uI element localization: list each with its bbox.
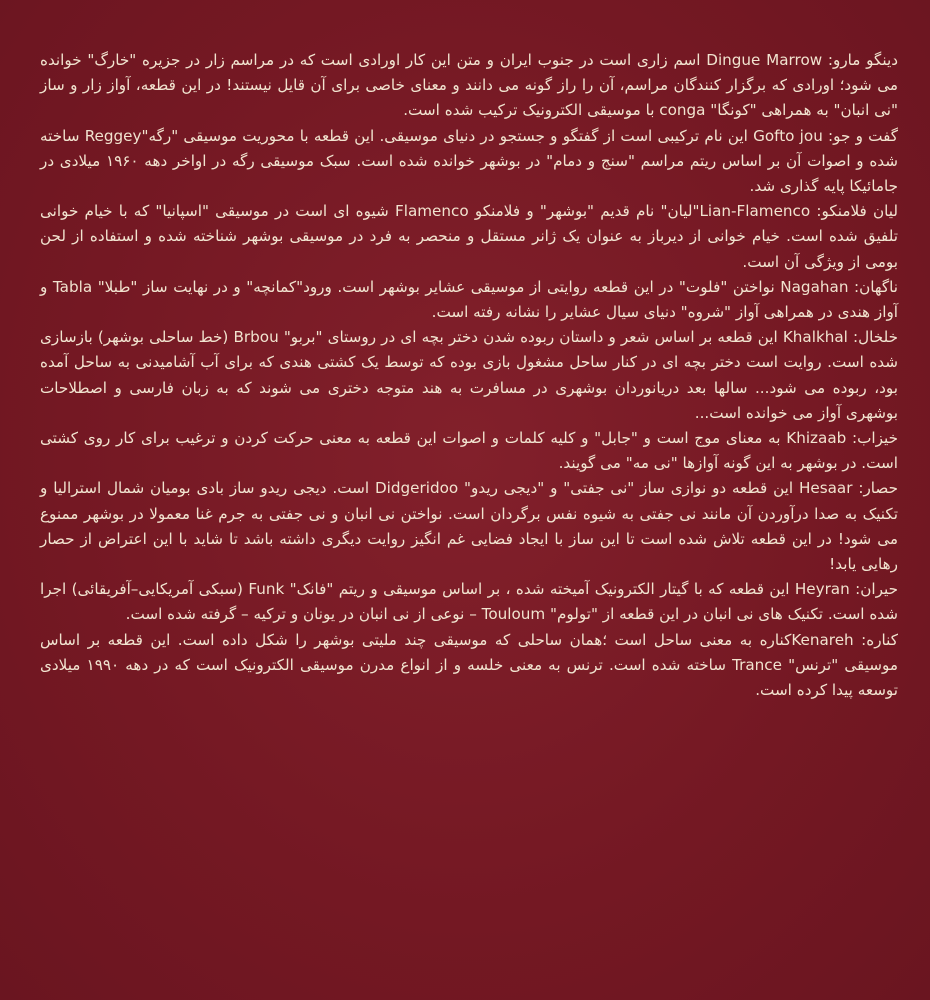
liner-notes-text <box>40 48 898 968</box>
paragraph-khizaab: خیزاب: Khizaab به معنای موج است و "جابل" و کلیه کلمات و اصوات این قطعه به معنی حرکت کردن و ترغیب برای کار روی کشتی است. در بوشهر به این گونه آوازها "نی مه" می گویند. <box>40 429 898 473</box>
paragraph-dingue-marrow: دینگو مارو: Dingue Marrow اسم زاری است در جنوب ایران و متن این کار اورادی است که در مراسم زار در جزیره "خارگ" خوانده می شود؛ اورادی که برگزار کنندگان مراسم، آن را راز گونه می دانند و معنای خاصی برای آن قایل نیستند! در این قطعه، آواز زار و ساز "نی انبان" به همراهی "کونگا" conga با موسیقی الکترونیک ترکیب شده است. <box>40 51 898 120</box>
paragraph-heyran: حیران: Heyran این قطعه که با گیتار الکترونیک آمیخته شده ، بر اساس موسیقی و ریتم "فانک" Funk (سبکی آمریکایی–آفریقائی) اجرا شده است. تکنیک های نی انبان در این قطعه از "تولوم" Touloum – نوعی از نی انبان در یونان و ترکیه – گرفته شده است. <box>40 580 898 624</box>
paragraph-khalkhal: خلخال: Khalkhal این قطعه بر اساس شعر و داستان ربوده شدن دختر بچه ای در روستای "بربو" Brbou (خط ساحلی بوشهر) بازسازی شده است. روایت است دختر بچه ای در کنار ساحل مشغول بازی بوده که توسط یک کشتی هندی که برای آب آشامیدنی به ساحل آمده بود، ربوده می شود... سالها بعد دریانوردان بوشهری در مسافرت به هند متوجه دختری می شوند که به زبان فارسی و اصطلاحات بوشهری آواز می خوانده است... <box>40 328 898 422</box>
paragraph-lian-flamenco: لیان فلامنکو: Lian-Flamenco"لیان" نام قدیم "بوشهر" و فلامنکو Flamenco شیوه ای است در موسیقی "اسپانیا" که با خیام خوانی تلفیق شده است. خیام خوانی از دیرباز به عنوان یک ژانر مستقل و منحصر به فرد در موسیقی بوشهر شناخته شده و استفاده از لحن بومی از ویژگی آن است. <box>40 202 898 271</box>
paragraph-gofto-jou: گفت و جو: Gofto jou این نام ترکیبی است از گفتگو و جستجو در دنیای موسیقی. این قطعه با محوریت موسیقی "رگه"Reggey ساخته شده و اصوات آن بر اساس ریتم مراسم "سنج و دمام" در بوشهر خوانده شده است. سبک موسیقی رگه در اواخر دهه ۱۹۶۰ میلادی در جامائیکا پایه گذاری شد. <box>40 126 898 196</box>
paragraph-hesaar: حصار: Hesaar این قطعه دو نوازی ساز "نی جفتی" و "دیجی ریدو" Didgeridoo است. دیجی ریدو ساز بادی بومیان شمال استرالیا و تکنیک به صدا درآوردن آن مانند نی جفتی به شیوه نفس برگردان است. نواختن نی انبان و نی جفتی به جرم غنا معمولا در بوشهر ممنوع می شود! در این قطعه تلاش شده است تا این ساز با ایجاد فضایی غم انگیز روایت دیگری داشته باشد تا شاید با این اعتراض از حصار رهایی یابد! <box>40 479 898 574</box>
paragraph-kenareh: کناره: Kenarehکناره به معنی ساحل است ؛همان ساحلی که موسیقی چند ملیتی بوشهر را شکل داده است. این قطعه بر اساس موسیقی "ترنس" Trance ساخته شده است. ترنس به معنی خلسه و از انواع مدرن موسیقی الکترونیک است که در دهه ۱۹۹۰ میلادی توسعه پیدا کرده است. <box>40 630 899 700</box>
paragraph-nagahan: ناگهان: Nagahan نواختن "فلوت" در این قطعه روایتی از موسیقی عشایر بوشهر است. ورود"کمانچه" و در نهایت ساز "طبلا" Tabla و آواز هندی در همراهی آواز "شروه" دنیای سیال عشایر را نشانه رفته است. <box>40 277 898 322</box>
